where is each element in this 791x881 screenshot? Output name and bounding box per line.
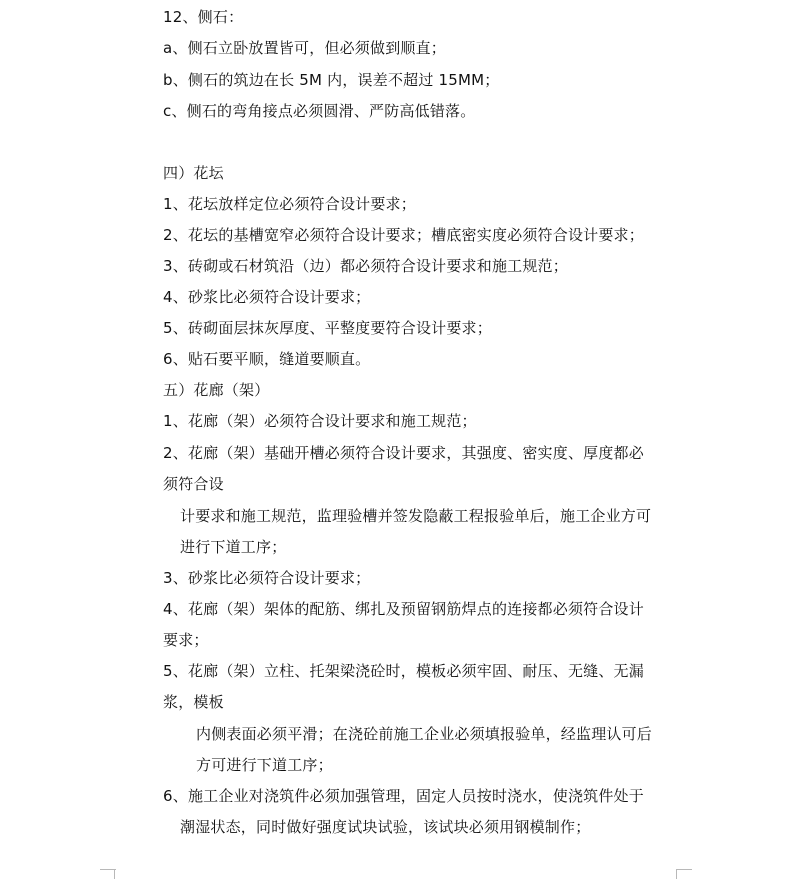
text-line-heading-12: 12、侧石：: [163, 8, 244, 26]
text-line-c: c、侧石的弯角接点必须圆滑、严防高低错落。: [163, 102, 476, 120]
section-heading-flowerbed: 四）花坛: [163, 164, 224, 182]
text-line-pergola-5-cont-3: 方可进行下道工序；: [196, 756, 333, 774]
text-line-pergola-6-cont: 潮湿状态，同时做好强度试块试验，该试块必须用钢模制作；: [180, 818, 591, 836]
text-line-flowerbed-4: 4、砂浆比必须符合设计要求；: [163, 288, 371, 306]
text-line-pergola-2-cont-1: 须符合设: [163, 475, 224, 493]
text-line-pergola-5-cont-1: 浆，模板: [163, 693, 224, 711]
text-line-pergola-4: 4、花廊（架）架体的配筋、绑扎及预留钢筋焊点的连接都必须符合设计: [163, 600, 644, 618]
text-line-pergola-6: 6、施工企业对浇筑件必须加强管理，固定人员按时浇水，使浇筑件处于: [163, 787, 644, 805]
text-line-pergola-2-cont-3: 进行下道工序；: [180, 538, 287, 556]
text-line-a: a、侧石立卧放置皆可，但必须做到顺直；: [163, 39, 446, 57]
page-corner-mark-right: [676, 869, 691, 879]
text-line-pergola-2: 2、花廊（架）基础开槽必须符合设计要求，其强度、密实度、厚度都必: [163, 444, 644, 462]
text-line-flowerbed-2: 2、花坛的基槽宽窄必须符合设计要求；槽底密实度必须符合设计要求；: [163, 226, 644, 244]
text-line-pergola-5: 5、花廊（架）立柱、托架梁浇砼时，模板必须牢固、耐压、无缝、无漏: [163, 662, 644, 680]
text-line-pergola-3: 3、砂浆比必须符合设计要求；: [163, 569, 371, 587]
text-line-pergola-2-cont-2: 计要求和施工规范，监理验槽并签发隐蔽工程报验单后，施工企业方可: [180, 507, 652, 525]
page-corner-mark-left-h: [100, 869, 116, 870]
text-line-b: b、侧石的筑边在长 5M 内，误差不超过 15MM；: [163, 71, 500, 89]
text-line-pergola-1: 1、花廊（架）必须符合设计要求和施工规范；: [163, 412, 477, 430]
text-line-pergola-4-cont: 要求；: [163, 631, 209, 649]
text-line-flowerbed-5: 5、砖砌面层抹灰厚度、平整度要符合设计要求；: [163, 319, 492, 337]
page-corner-mark-left: [100, 869, 115, 879]
page-corner-mark-right-h: [676, 869, 692, 870]
text-line-flowerbed-3: 3、砖砌或石材筑沿（边）都必须符合设计要求和施工规范；: [163, 257, 568, 275]
text-line-flowerbed-6: 6、贴石要平顺，缝道要顺直。: [163, 350, 371, 368]
text-line-flowerbed-1: 1、花坛放样定位必须符合设计要求；: [163, 195, 416, 213]
text-line-pergola-5-cont-2: 内侧表面必须平滑；在浇砼前施工企业必须填报验单，经监理认可后: [196, 725, 653, 743]
section-heading-pergola: 五）花廊（架）: [163, 381, 270, 399]
